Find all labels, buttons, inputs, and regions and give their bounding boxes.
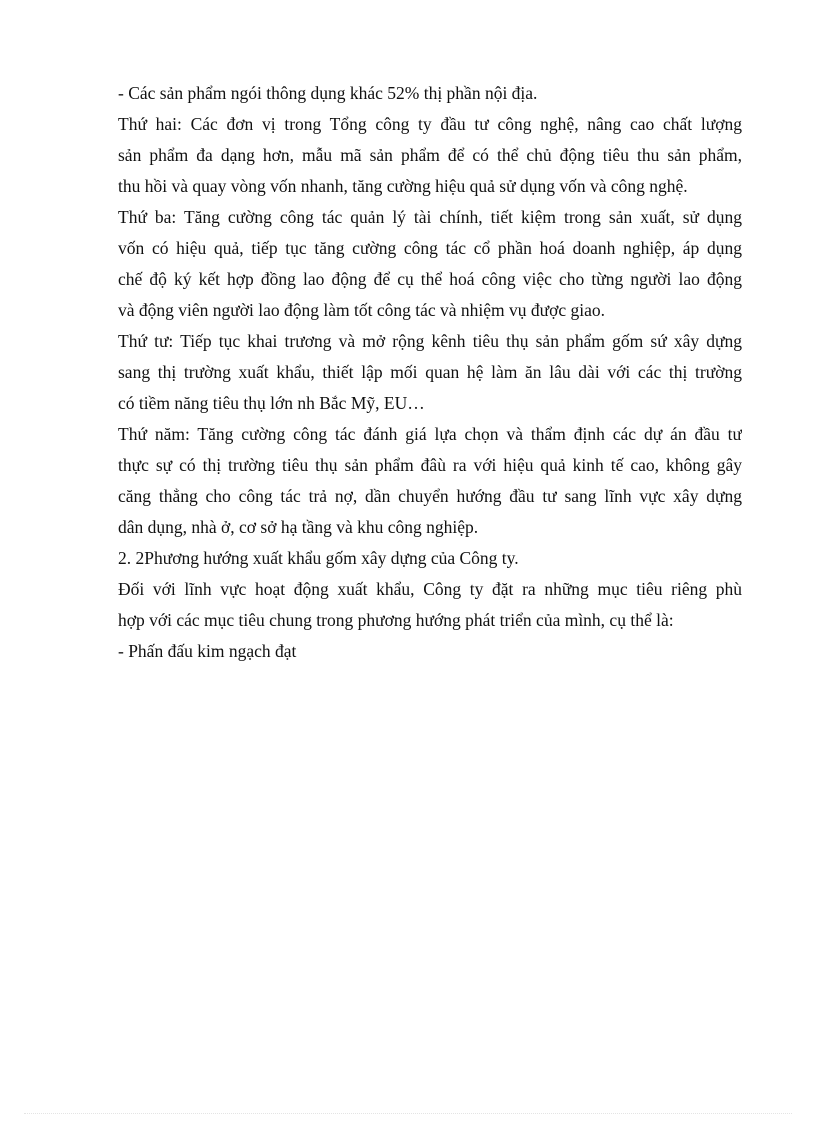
text-line: thu hồi và quay vòng vốn nhanh, tăng cường hiệu quả sử dụng vốn và công nghệ. [118, 176, 688, 196]
document-body [118, 78, 742, 667]
text-line: và động viên người lao động làm tốt công tác và nhiệm vụ được giao. [118, 300, 606, 320]
text-line: dân dụng, nhà ở, cơ sở hạ tầng và khu công nghiệp. [118, 517, 479, 537]
text-line: sản phẩm đa dạng hơn, mẫu mã sản phẩm để có thể chủ động tiêu thu sản phẩm, [118, 145, 742, 165]
text-line: sang thị trường xuất khẩu, thiết lập mối quan hệ làm ăn lâu dài với các thị trường [118, 362, 742, 382]
text-line: Đối với lĩnh vực hoạt động xuất khẩu, Công ty đặt ra những mục tiêu riêng phù [118, 579, 742, 599]
text-line: hợp với các mục tiêu chung trong phương hướng phát triển của mình, cụ thể là: [118, 610, 674, 630]
page-bottom-divider [24, 1113, 792, 1114]
text-line: vốn có hiệu quả, tiếp tục tăng cường công tác cổ phần hoá doanh nghiệp, áp dụng [118, 238, 742, 258]
text-line: Thứ hai: Các đơn vị trong Tổng công ty đầu tư công nghệ, nâng cao chất lượng [118, 114, 742, 134]
section-heading: 2. 2Phương hướng xuất khẩu gốm xây dựng của Công ty. [118, 548, 519, 568]
text-line: có tiềm năng tiêu thụ lớn nh Bắc Mỹ, EU… [118, 393, 425, 413]
text-line: thực sự có thị trường tiêu thụ sản phẩm đâù ra với hiệu quả kinh tế cao, không gây [118, 455, 742, 475]
text-line: Thứ ba: Tăng cường công tác quản lý tài chính, tiết kiệm trong sản xuất, sử dụng [118, 207, 742, 227]
text-line: Thứ tư: Tiếp tục khai trương và mở rộng kênh tiêu thụ sản phẩm gốm sứ xây dựng [118, 331, 742, 351]
text-line: - Phấn đấu kim ngạch đạt [118, 641, 297, 661]
text-line: - Các sản phẩm ngói thông dụng khác 52% thị phần nội địa. [118, 83, 538, 103]
text-line: căng thẳng cho công tác trả nợ, dần chuyển hướng đầu tư sang lĩnh vực xây dựng [118, 486, 742, 506]
text-line: chế độ ký kết hợp đồng lao động để cụ thể hoá công việc cho từng người lao động [118, 269, 742, 289]
text-line: Thứ năm: Tăng cường công tác đánh giá lựa chọn và thẩm định các dự án đầu tư [118, 424, 742, 444]
